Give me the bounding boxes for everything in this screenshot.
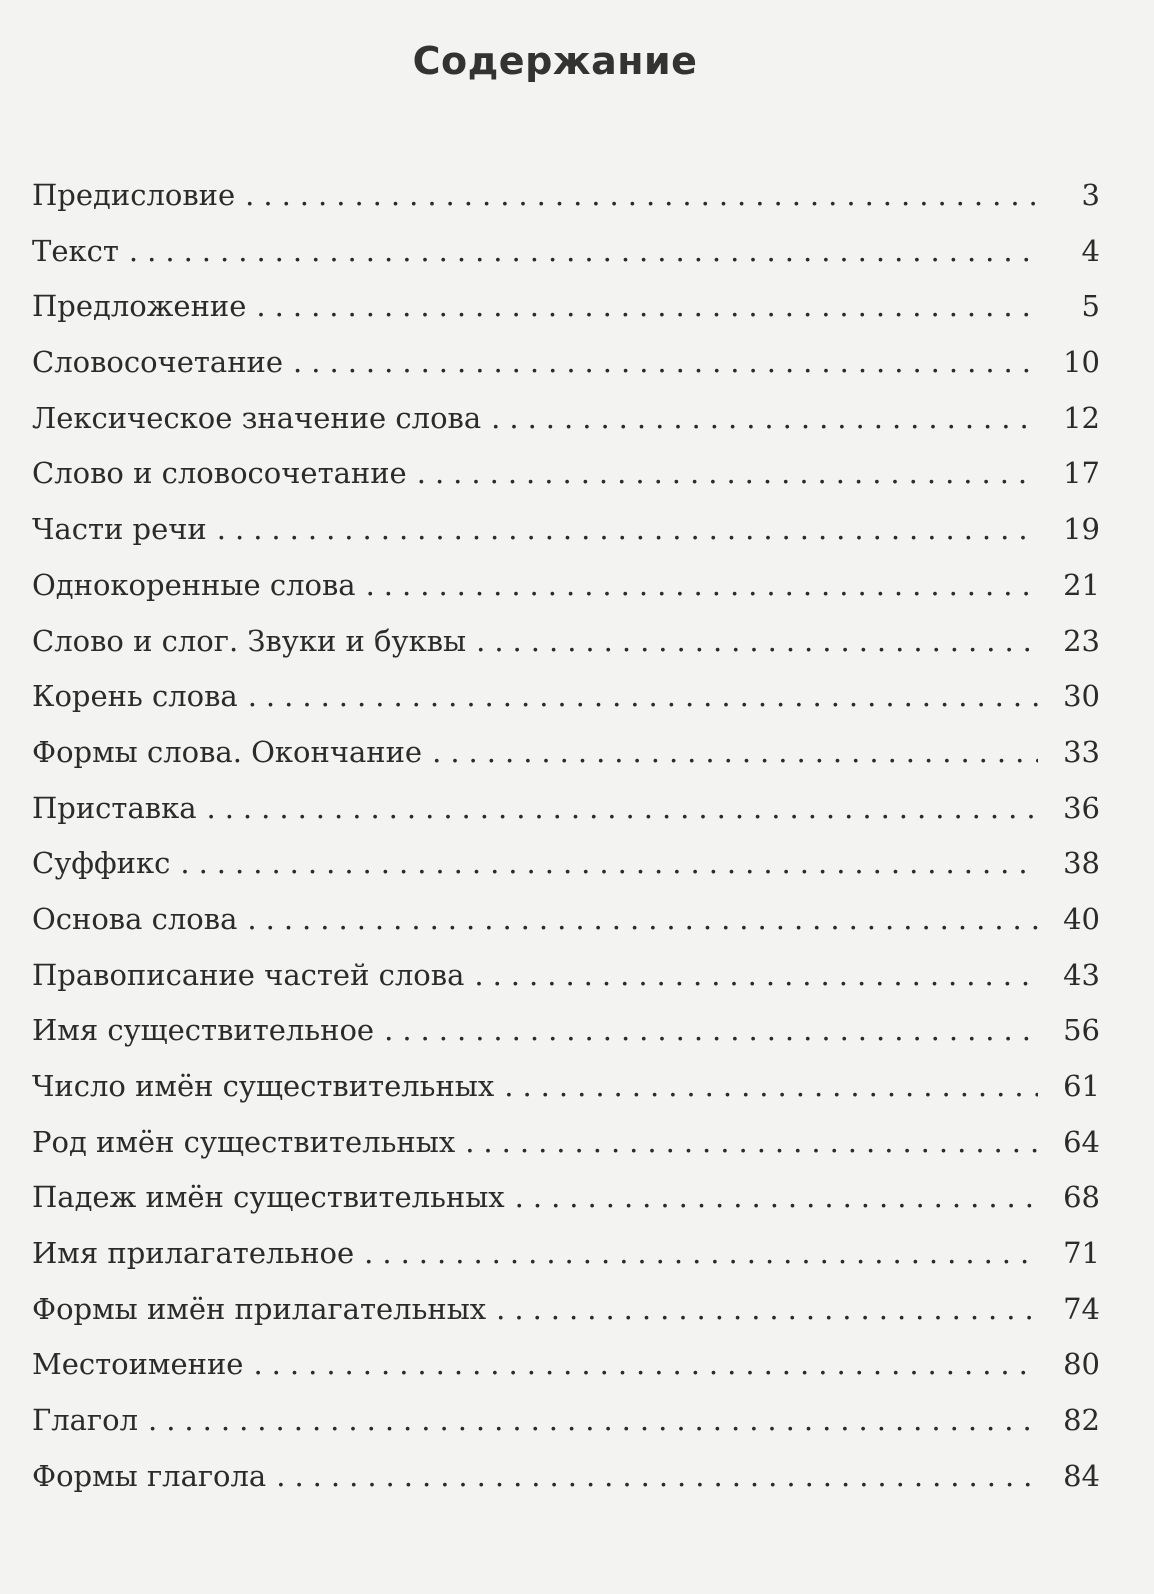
toc-entry-page-number: 5 [1081,289,1100,324]
toc-entry [32,1347,1100,1403]
toc-entry-label: Предложение [32,289,247,324]
toc-entry-label: Предисловие [32,178,236,212]
dot-leader [474,958,1038,992]
toc-entry-label: Род имён существительных [32,1124,456,1159]
dot-leader [432,735,1038,769]
dot-leader [253,1347,1038,1381]
toc-entry-page-number: 80 [1063,1347,1100,1382]
toc-entry [32,568,1100,624]
toc-entry-page-number: 23 [1063,623,1100,658]
toc-entry-label: Падеж имён существительных [32,1180,505,1215]
toc-entry [32,1236,1100,1292]
toc-entry-label: Приставка [32,790,197,825]
toc-entry [32,1459,1100,1515]
toc-entry [32,178,1100,234]
toc-entry [32,234,1100,290]
toc-entry [32,1292,1100,1348]
toc-entry [32,1180,1100,1236]
toc-entry-label: Основа слова [32,901,238,936]
dot-leader [465,1125,1038,1159]
toc-entry [32,958,1100,1014]
dot-leader [515,1180,1038,1214]
toc-entry-label: Словосочетание [32,345,284,380]
toc-entry-page-number: 17 [1063,456,1100,491]
toc-entry-page-number: 21 [1063,567,1100,602]
toc-entry-page-number: 61 [1063,1069,1100,1103]
toc-entry [32,401,1100,457]
toc-entry-page-number: 38 [1063,846,1100,881]
dot-leader [148,1403,1038,1437]
toc-entry-label: Части речи [32,512,207,547]
toc-entry-label: Однокоренные слова [32,567,356,602]
dot-leader [491,401,1038,435]
dot-leader [276,1459,1038,1493]
toc-entry-label: Текст [32,233,119,268]
toc-entry-page-number: 43 [1063,957,1100,992]
dot-leader [129,234,1038,268]
dot-leader [384,1013,1038,1047]
dot-leader [217,512,1038,546]
page-title: Содержание [412,39,698,84]
toc-entry-page-number: 40 [1063,901,1100,936]
toc-entry-label: Правописание частей слова [32,957,465,992]
toc-entry [32,512,1100,568]
toc-entry [32,735,1100,791]
toc-entry-page-number: 10 [1063,345,1100,380]
toc-entry-page-number: 74 [1063,1291,1100,1326]
toc-entry-page-number: 4 [1081,233,1100,268]
dot-leader [496,1292,1038,1326]
toc-entry [32,456,1100,512]
toc-entry [32,345,1100,401]
toc-entry-label: Слово и словосочетание [32,456,407,491]
toc-entry [32,1013,1100,1069]
toc-entry-page-number: 56 [1063,1013,1100,1048]
table-of-contents [32,178,1100,1515]
dot-leader [245,178,1038,212]
toc-entry [32,791,1100,847]
dot-leader [293,345,1038,379]
toc-entry-page-number: 68 [1063,1180,1100,1215]
dot-leader [248,679,1038,713]
toc-entry-label: Лексическое значение слова [32,400,482,435]
toc-entry [32,1125,1100,1181]
dot-leader [417,456,1038,490]
dot-leader [207,791,1039,825]
toc-entry-page-number: 36 [1063,790,1100,825]
toc-entry-label: Глагол [32,1403,138,1438]
toc-entry-page-number: 71 [1063,1236,1100,1271]
toc-entry [32,624,1100,680]
toc-entry-page-number: 30 [1063,679,1100,714]
toc-entry-label: Корень слова [32,679,238,714]
toc-entry-label: Слово и слог. Звуки и буквы [32,623,467,658]
toc-entry-page-number: 82 [1063,1403,1100,1438]
toc-entry-page-number: 19 [1063,512,1100,547]
dot-leader [247,902,1038,936]
toc-entry [32,289,1100,345]
dot-leader [364,1236,1038,1270]
toc-entry-page-number: 64 [1063,1124,1100,1159]
toc-entry-page-number: 12 [1063,400,1100,435]
toc-entry-label: Имя существительное [32,1013,375,1048]
toc-entry-label: Местоимение [32,1347,244,1382]
toc-entry [32,679,1100,735]
dot-leader [476,624,1038,658]
toc-entry-label: Формы слова. Окончание [32,734,423,769]
dot-leader [366,568,1038,602]
toc-entry-label: Формы имён прилагательных [32,1291,487,1326]
toc-entry-page-number: 3 [1081,178,1100,212]
toc-entry-label: Число имён существительных [32,1069,495,1103]
dot-leader [504,1069,1038,1103]
toc-entry [32,902,1100,958]
toc-entry-label: Формы глагола [32,1458,267,1493]
toc-entry-label: Суффикс [32,846,171,881]
toc-entry-page-number: 84 [1063,1458,1100,1493]
toc-entry-page-number: 33 [1063,734,1100,769]
dot-leader [256,289,1038,323]
toc-entry [32,846,1100,902]
dot-leader [180,846,1038,880]
toc-entry-label: Имя прилагательное [32,1236,355,1271]
toc-entry [32,1403,1100,1459]
toc-entry [32,1069,1100,1125]
